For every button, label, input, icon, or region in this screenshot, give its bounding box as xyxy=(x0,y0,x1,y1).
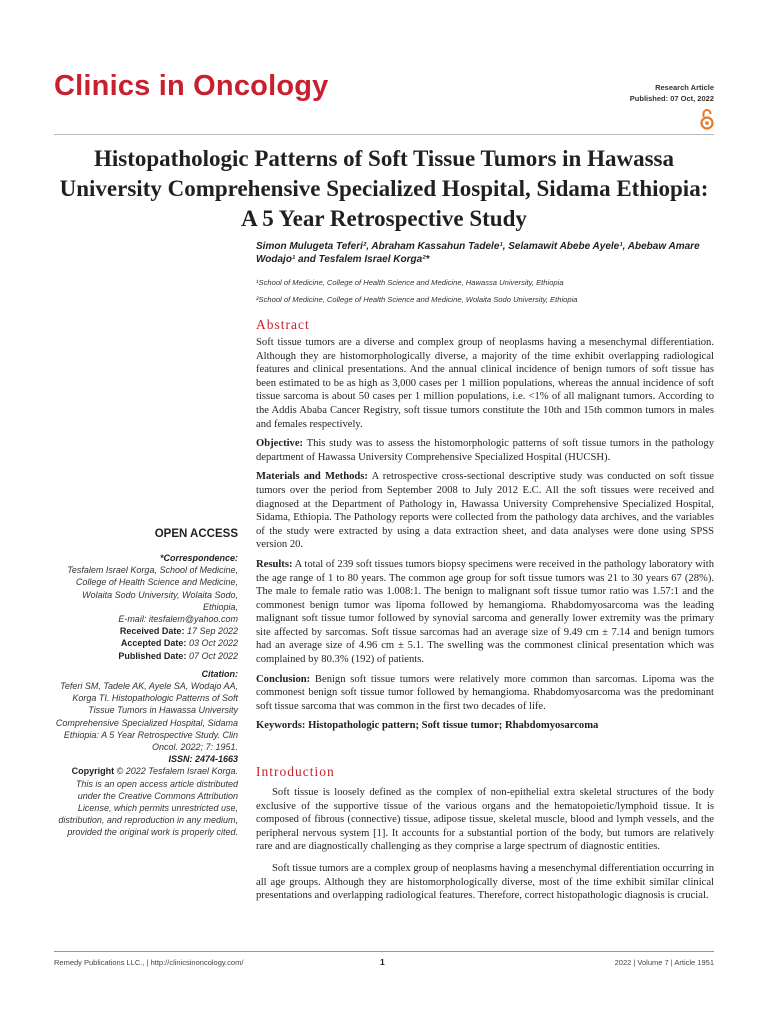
published-label: Published Date: xyxy=(118,650,187,661)
affiliation-1: ¹School of Medicine, College of Health Science and Medicine, Hawassa University, Ethiopia xyxy=(256,278,564,287)
abstract-intro: Soft tissue tumors are a diverse and complex group of neoplasms having a mesenchymal differentiation. Although they are histomorphologically diverse, a majority of the time exhibit overlapping radiological features and clinical presentations. And the annual clinical incidence of benign tumors of soft tissue has been estimated to be as high as 3,000 cases per 1 million populations, whereas the annual incidence of soft tissue sarcoma is about 50 cases per 1 million populations, i.e. <1% of all malignant tumors. According to the Addis Ababa Cancer Registry, soft tissue tumors constitute the 10th and 15th common tumors in males and females respectively. xyxy=(256,337,714,430)
header-divider xyxy=(54,134,714,135)
abstract-results xyxy=(256,558,714,667)
open-access-label: OPEN ACCESS xyxy=(154,528,238,540)
methods-label: Materials and Methods: xyxy=(256,471,368,483)
copyright-text: © 2022 Tesfalem Israel Korga. This is an open access article distributed under the Creative Commons Attribution License, which permits unrestricted use, distribution, and reproduction in any medium, provided the original work is properly cited. xyxy=(58,766,238,838)
introduction-paragraph-1: Soft tissue is loosely defined as the complex of non-epithelial extra skeletal structures of the body exclusive of the supportive tissue of the various organs and the hematopoietic/lymphoid tissue. It is composed of fibrous (connective) tissue, adipose tissue, skeletal muscle, blood and lymph vessels, and the peripheral nervous system [1]. It accounts for a substantial portion of the body, but tumors are relatively rare and are diagnostically challenging as they comprise a large spectrum of diagnostic entities. xyxy=(256,787,714,853)
introduction-paragraph-2: Soft tissue tumors are a complex group of neoplasms having a mesenchymal differentiation occurring in all age groups. Although they are histomorphologically diverse, most of the time exhibit similar clinical presentations and overlapping radiological features. Therefore, correct histopathologic diagnosis is crucial. xyxy=(256,862,714,902)
objective-label: Objective: xyxy=(256,438,304,450)
open-access-lock-icon xyxy=(700,108,714,130)
methods-text: A retrospective cross-sectional descriptive study was conducted on soft tissue tumors over the period from September 2008 to July 2012 E.C. All the soft tissues were received and diagnosed at the Department of Pathology in, Hawassa University Comprehensive Specialized Hospital, Sidama, Ethiopia. The Pathology reports were collected from the pathology data archives, and the variables of the study were extracted by using a data extraction sheet, and data analyses were done using SPSS version 20. xyxy=(256,471,714,551)
journal-title: Clinics in Oncology xyxy=(54,70,329,102)
abstract-objective xyxy=(256,437,714,464)
introduction-body xyxy=(256,786,714,909)
correspondence-text: Tesfalem Israel Korga, School of Medicine, College of Health Science and Medicine, Wolaita Sodo University, Wolaita Sodo, Ethiopia, xyxy=(67,565,238,612)
page-number: 1 xyxy=(380,957,385,967)
correspondence-label: *Correspondence: xyxy=(159,553,238,563)
accepted-label: Accepted Date: xyxy=(120,638,187,649)
published-date: Published: 07 Oct, 2022 xyxy=(629,94,714,103)
conclusion-text: Benign soft tissue tumors were relatively more common than sarcomas. Lipoma was the commonest benign soft tissue tumor followed by hemangioma. Rhabdomyosarcoma was the predominant soft tissue sarcoma that was common in the first two decades of life. xyxy=(256,673,714,712)
affiliation-2: ²School of Medicine, College of Health Science and Medicine, Wolaita Sodo University, Ethiopia xyxy=(256,295,578,304)
author-list: Simon Mulugeta Teferi², Abraham Kassahun Tadele¹, Selamawit Abebe Ayele¹, Abebaw Amare Wodajo¹ and Tesfalem Israel Korga²* xyxy=(256,241,700,265)
footer-publisher[interactable]: Remedy Publications LLC., | http://clinicsinoncology.com/ xyxy=(54,958,244,967)
keywords-label: Keywords: xyxy=(256,720,306,732)
correspondence-email[interactable]: E-mail: itesfalem@yahoo.com xyxy=(118,614,238,625)
copyright-block xyxy=(54,765,238,838)
footer-divider xyxy=(54,951,714,952)
received-label: Received Date: xyxy=(119,626,185,637)
article-type: Research Article xyxy=(655,83,714,92)
results-label: Results: xyxy=(256,558,293,570)
introduction-heading: Introduction xyxy=(256,764,335,779)
received-value: 17 Sep 2022 xyxy=(186,626,238,637)
abstract-heading: Abstract xyxy=(256,317,310,332)
received-date xyxy=(54,625,238,637)
issn: ISSN: 2474-1663 xyxy=(168,754,238,765)
abstract-conclusion xyxy=(256,673,714,714)
article-sidebar xyxy=(54,552,238,839)
abstract-body xyxy=(256,336,714,739)
copyright-label: Copyright xyxy=(71,766,115,777)
citation-label: Citation: xyxy=(201,668,238,679)
footer-volume: 2022 | Volume 7 | Article 1951 xyxy=(614,958,714,967)
article-title: Histopathologic Patterns of Soft Tissue Tumors in Hawassa University Comprehensive Specialized Hospital, Sidama Ethiopia: A 5 Year Retrospective Study xyxy=(59,146,709,231)
accepted-date xyxy=(54,637,238,649)
published-value: 07 Oct 2022 xyxy=(188,650,238,661)
results-text: A total of 239 soft tissues tumors biopsy specimens were received in the pathology laboratory with the age range of 1 to 80 years. The common age group for soft tissue tumors was 21 to 30 years 67 (28%). The male to female ratio was 1.008:1. The benign to malignant soft tissue tumor ratio was 1.57:1 and the commonest benign tumor was lipoma followed by hemangioma. Rhabdomyosarcoma was the leading malignant soft tissue tumor followed by synovial sarcoma and generally lower extremity was the primary site affected by sarcomas. Soft tissue sarcomas had an average size of 9.49 cm ± 7.14 and benign tumors had an average size of 4.96 cm ± 5.1. The swelling was the commonest clinical presentation which was complained by 80.3% (192) of patients. xyxy=(256,558,714,666)
accepted-value: 03 Oct 2022 xyxy=(188,638,238,649)
abstract-keywords xyxy=(256,719,714,733)
objective-text: This study was to assess the histomorphologic patterns of soft tissue tumors in the pathology department of Hawassa University Comprehensive Specialized Hospital (HUCSH). xyxy=(256,438,714,463)
keywords-text: Histopathologic pattern; Soft tissue tumor; Rhabdomyosarcoma xyxy=(308,720,599,732)
article-meta xyxy=(630,82,714,104)
conclusion-label: Conclusion: xyxy=(256,673,311,685)
abstract-methods xyxy=(256,470,714,552)
published-date-sidebar xyxy=(54,650,238,662)
citation-text: Teferi SM, Tadele AK, Ayele SA, Wodajo AA, Korga TI. Histopathologic Patterns of Soft Tissue Tumors in Hawassa University Comprehensive Specialized Hospital, Sidama Ethiopia: A 5 Year Retrospective Study. Clin Oncol. 2022; 7: 1951. xyxy=(55,681,238,753)
